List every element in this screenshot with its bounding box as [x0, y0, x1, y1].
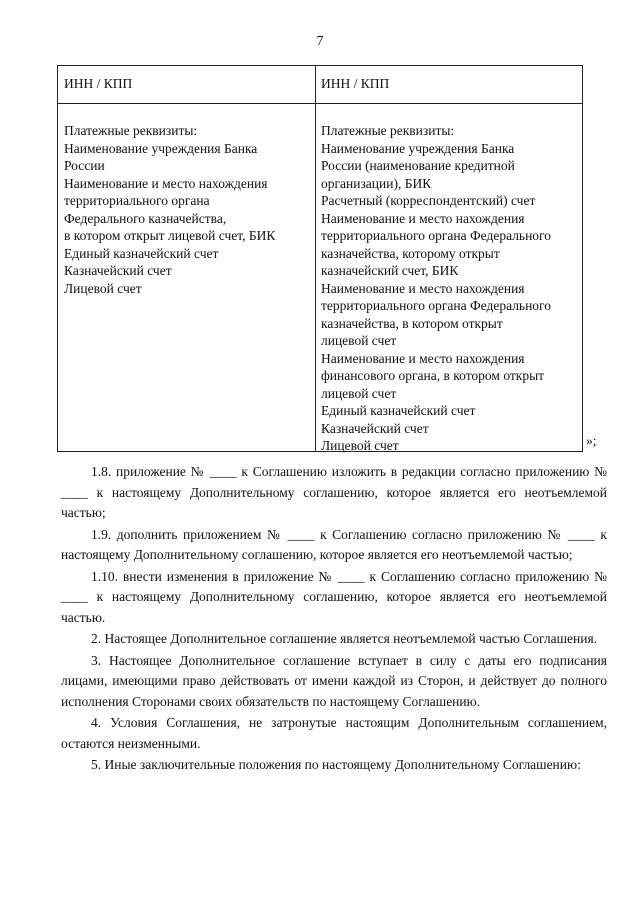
right-requisite-line: Платежные реквизиты:: [321, 123, 455, 138]
right-requisite-line: казначейства, в котором открыт: [321, 315, 503, 331]
left-requisite-line: Лицевой счет: [64, 280, 142, 296]
table-column-divider: [315, 66, 316, 451]
right-requisite-line: лицевой счет: [321, 333, 397, 348]
right-requisite-line: лицевой счет: [321, 385, 397, 401]
right-requisite-line: финансового органа, в котором открыт: [321, 368, 545, 383]
page-number: 7: [316, 34, 324, 49]
left-requisite-line: Платежные реквизиты:: [64, 123, 198, 138]
paragraph-1-9: 1.9. дополнить приложением № ____ к Соглашению согласно приложению № ____ к настоящему Дополнительному соглашению, которое является его неотъемлемой частью;: [61, 526, 607, 562]
left-requisite-line: Наименование учреждения Банка: [64, 140, 258, 156]
left-requisite-line: Казначейский счет: [64, 263, 172, 278]
table-row-divider: [58, 103, 582, 104]
left-header-inn-kpp: ИНН / КПП: [64, 76, 133, 91]
right-requisite-line: Расчетный (корреспондентский) счет: [321, 193, 536, 208]
right-requisite-line: Наименование и место нахождения: [321, 350, 525, 366]
paragraph-1-10: 1.10. внести изменения в приложение № ____ к Соглашению согласно приложению № ____ к настоящему Дополнительному соглашению, которое является его неотъемлемой частью.: [61, 568, 607, 625]
left-requisite-line: Единый казначейский счет: [64, 245, 219, 261]
table-closing-quote: »;: [586, 433, 597, 448]
paragraph-5: 5. Иные заключительные положения по настоящему Дополнительному Соглашению:: [91, 757, 581, 772]
right-requisite-line: Наименование учреждения Банка: [321, 140, 515, 156]
right-requisite-line: России (наименование кредитной: [321, 158, 515, 173]
left-requisites-column: [64, 122, 310, 297]
right-requisite-line: казначейства, которому открыт: [321, 245, 500, 261]
right-header-inn-kpp: ИНН / КПП: [321, 76, 390, 91]
document-body: [61, 462, 607, 777]
left-requisite-line: России: [64, 158, 105, 173]
right-requisites-column: [321, 122, 579, 455]
right-requisite-line: Наименование и место нахождения: [321, 280, 525, 296]
paragraph-2: 2. Настоящее Дополнительное соглашение является неотъемлемой частью Соглашения.: [91, 631, 598, 646]
right-requisite-line: Казначейский счет: [321, 420, 429, 436]
paragraph-1-8: 1.8. приложение № ____ к Соглашению изложить в редакции согласно приложению № ____ к настоящему Дополнительному соглашению, которое является его неотъемлемой частью;: [61, 464, 607, 520]
left-requisite-line: Наименование и место нахождения: [64, 175, 268, 191]
right-requisite-line: казначейский счет, БИК: [321, 263, 459, 278]
right-requisite-line: Лицевой счет: [321, 438, 399, 453]
right-requisite-line: организации), БИК: [321, 175, 432, 191]
paragraph-4: 4. Условия Соглашения, не затронутые настоящим Дополнительным соглашением, остаются неизменными.: [61, 715, 607, 751]
right-requisite-line: территориального органа Федерального: [321, 298, 552, 313]
requisites-table: [57, 65, 583, 452]
right-requisite-line: территориального органа Федерального: [321, 228, 552, 243]
right-requisite-line: Единый казначейский счет: [321, 403, 476, 418]
left-requisite-line: территориального органа: [64, 193, 210, 208]
left-requisite-line: в котором открыт лицевой счет, БИК: [64, 228, 276, 243]
paragraph-3: 3. Настоящее Дополнительное соглашение вступает в силу с даты его подписания лицами, имеющими право действовать от имени каждой из Сторон, и действует до полного исполнения Сторонами своих обязательств по настоящему Соглашению.: [61, 652, 607, 709]
left-requisite-line: Федерального казначейства,: [64, 210, 227, 226]
right-requisite-line: Наименование и место нахождения: [321, 210, 525, 226]
